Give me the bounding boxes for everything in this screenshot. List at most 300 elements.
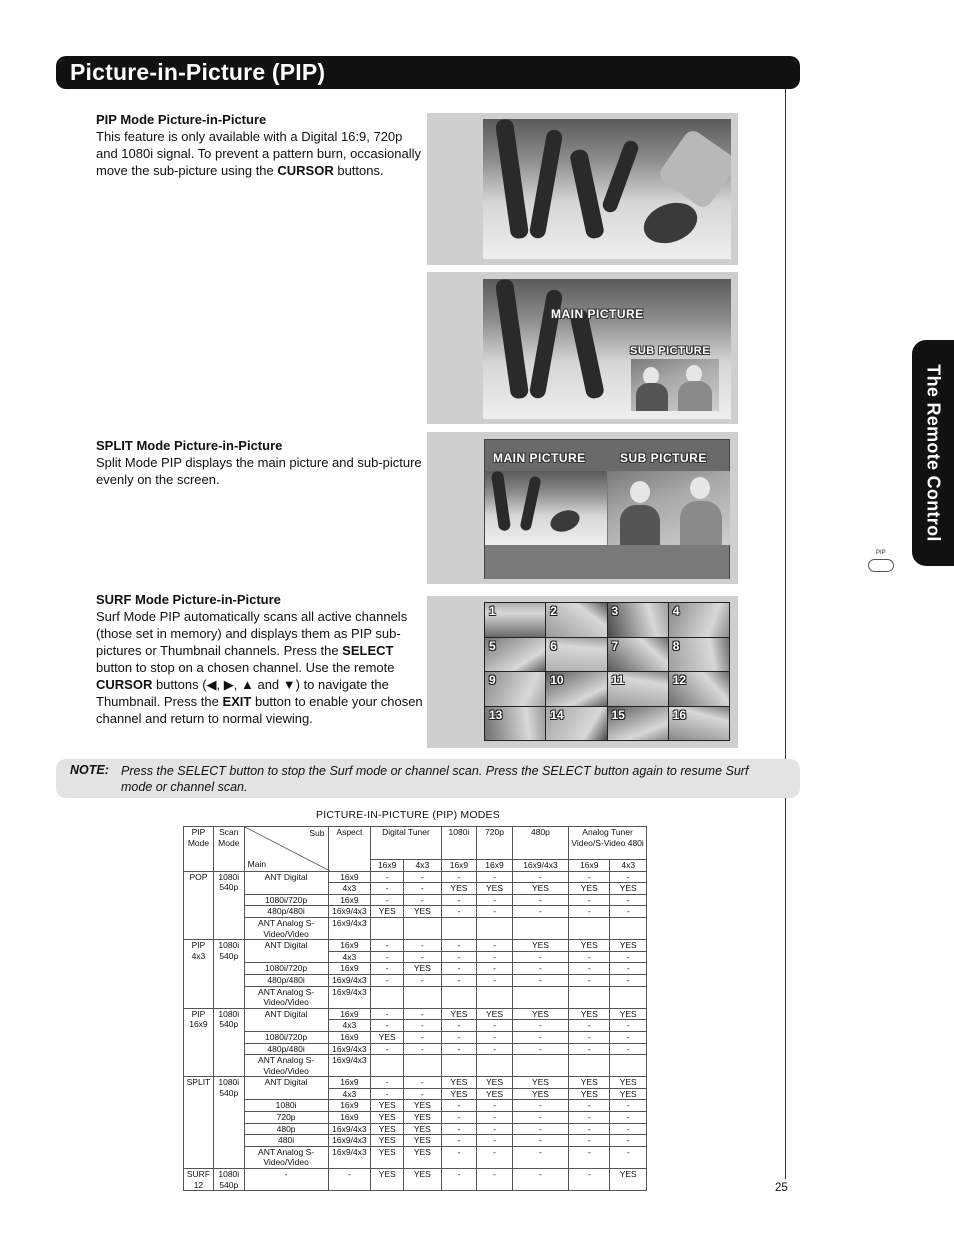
page-title: Picture-in-Picture (PIP) (70, 59, 326, 85)
value-cell: YES (404, 963, 442, 975)
thumbnail-number: 5 (489, 638, 496, 653)
value-cell: - (610, 974, 647, 986)
value-cell: - (569, 1135, 610, 1147)
thumbnail-number: 12 (672, 673, 687, 687)
value-cell: - (569, 894, 610, 906)
main-source-cell: ANT Analog S-Video/Video (244, 986, 328, 1008)
value-cell: - (371, 883, 404, 895)
thumbnail-number: 1 (489, 604, 496, 618)
surf-mode-section (96, 591, 426, 727)
value-cell: - (371, 1020, 404, 1032)
value-cell (441, 917, 477, 939)
value-cell: - (477, 1043, 513, 1055)
main-source-cell: ANT Digital (244, 871, 328, 883)
aspect-cell: 4x3 (328, 1020, 371, 1032)
aspect-cell: 16x9 (328, 1100, 371, 1112)
header-pip-mode: PIP Mode (184, 827, 214, 872)
value-cell (404, 986, 442, 1008)
aspect-cell: 16x9/4x3 (328, 1146, 371, 1168)
header-subcol: 16x9 (441, 860, 477, 872)
main-source-cell: 1080i/720p (244, 963, 328, 975)
header-subcol: 16x9/4x3 (512, 860, 568, 872)
value-cell: YES (477, 883, 513, 895)
header-subcol: 4x3 (404, 860, 442, 872)
value-cell: - (610, 1043, 647, 1055)
value-cell: - (477, 906, 513, 918)
main-source-cell: ANT Digital (244, 1077, 328, 1089)
value-cell: YES (569, 883, 610, 895)
value-cell: - (477, 1100, 513, 1112)
split-mode-section (96, 437, 426, 488)
header-sub-main (244, 827, 328, 872)
value-cell: - (610, 1146, 647, 1168)
value-cell: - (441, 906, 477, 918)
value-cell: - (477, 963, 513, 975)
note-text: Press the SELECT button to stop the Surf mode or channel scan. Press the SELECT button again to resume Surf mode or channel scan. (121, 764, 749, 794)
value-cell: - (371, 1077, 404, 1089)
thumbnail-13 (485, 707, 545, 741)
value-cell: - (610, 1112, 647, 1124)
value-cell: - (371, 871, 404, 883)
main-source-cell: 480p/480i (244, 974, 328, 986)
value-cell: - (512, 1100, 568, 1112)
value-cell: YES (477, 1088, 513, 1100)
value-cell: - (512, 871, 568, 883)
value-cell: - (477, 894, 513, 906)
value-cell: - (477, 1169, 513, 1191)
pip-mode-heading: PIP Mode Picture-in-Picture (96, 112, 267, 127)
main-source-cell: - (244, 1169, 328, 1191)
value-cell: - (610, 1020, 647, 1032)
value-cell: - (569, 871, 610, 883)
value-cell: - (569, 1146, 610, 1168)
thumbnail-number: 7 (611, 638, 619, 653)
main-source-cell (244, 1020, 328, 1032)
scan-mode-cell: 1080i 540p (213, 871, 244, 940)
aspect-cell: 16x9/4x3 (328, 1123, 371, 1135)
thumbnail-2 (546, 603, 606, 637)
value-cell: - (404, 883, 442, 895)
thumbnail-12 (669, 672, 729, 706)
aspect-cell: 4x3 (328, 1088, 371, 1100)
aspect-cell: 16x9/4x3 (328, 1043, 371, 1055)
value-cell (610, 917, 647, 939)
value-cell: - (569, 1123, 610, 1135)
scan-mode-cell: 1080i 540p (213, 1077, 244, 1169)
aspect-cell: 16x9/4x3 (328, 1135, 371, 1147)
thumbnail-14 (546, 707, 606, 741)
thumbnail-10 (546, 672, 606, 706)
value-cell (610, 1055, 647, 1077)
aspect-cell: 16x9/4x3 (328, 986, 371, 1008)
value-cell: YES (371, 1100, 404, 1112)
aspect-cell: 16x9/4x3 (328, 906, 371, 918)
value-cell: - (512, 1146, 568, 1168)
value-cell: - (441, 1043, 477, 1055)
value-cell: - (404, 1077, 442, 1089)
value-cell: YES (404, 1146, 442, 1168)
thumbnail-3 (608, 603, 668, 637)
football-photo-box (427, 113, 738, 265)
value-cell: - (371, 1088, 404, 1100)
thumbnail-7 (608, 638, 668, 672)
thumbnail-number: 11 (611, 673, 625, 687)
value-cell: - (441, 974, 477, 986)
value-cell: - (477, 1146, 513, 1168)
value-cell: YES (371, 1112, 404, 1124)
pip-mode-cell: PIP 16x9 (184, 1008, 214, 1077)
thumbnail-8 (669, 638, 729, 672)
thumbnail-number: 16 (672, 707, 687, 722)
value-cell: YES (569, 1008, 610, 1020)
value-cell: YES (404, 906, 442, 918)
value-cell: - (371, 963, 404, 975)
split-mode-heading: SPLIT Mode Picture-in-Picture (96, 438, 283, 453)
thumbnail-11 (608, 672, 668, 706)
main-source-cell: 1080i (244, 1100, 328, 1112)
aspect-cell: 16x9 (328, 940, 371, 952)
value-cell: - (371, 974, 404, 986)
value-cell: - (512, 1112, 568, 1124)
value-cell: - (512, 906, 568, 918)
value-cell: YES (610, 1169, 647, 1191)
main-picture-label: MAIN PICTURE (551, 307, 644, 321)
value-cell (569, 986, 610, 1008)
value-cell: - (371, 1043, 404, 1055)
thumbnail-number: 2 (550, 604, 557, 618)
thumbnail-number: 9 (489, 673, 496, 687)
value-cell: - (512, 894, 568, 906)
value-cell: - (569, 906, 610, 918)
thumbnail-number: 3 (611, 604, 619, 618)
value-cell: - (512, 1020, 568, 1032)
main-source-cell: ANT Digital (244, 940, 328, 952)
page-number: 25 (775, 1182, 788, 1194)
main-source-cell: ANT Analog S-Video/Video (244, 917, 328, 939)
value-cell: YES (371, 1146, 404, 1168)
value-cell: - (404, 1020, 442, 1032)
value-cell: - (610, 1031, 647, 1043)
value-cell: YES (512, 1008, 568, 1020)
pip-mode-text: This feature is only available with a Digital 16:9, 720p and 1080i signal. To prevent a pattern burn, occasionally move the sub-picture using the CURSOR buttons. (96, 129, 421, 178)
value-cell: - (477, 951, 513, 963)
value-cell (404, 1055, 442, 1077)
thumbnail-number: 6 (550, 638, 557, 653)
value-cell: - (477, 1135, 513, 1147)
value-cell: - (610, 1123, 647, 1135)
header-digital-tuner: Digital Tuner (371, 827, 441, 860)
main-source-cell: 1080i/720p (244, 894, 328, 906)
value-cell: - (610, 951, 647, 963)
value-cell: - (441, 1146, 477, 1168)
value-cell: - (512, 1135, 568, 1147)
scan-mode-cell: 1080i 540p (213, 1169, 244, 1191)
value-cell: - (441, 963, 477, 975)
value-cell: - (404, 951, 442, 963)
value-cell: - (610, 1135, 647, 1147)
value-cell (441, 1055, 477, 1077)
value-cell: YES (512, 1088, 568, 1100)
value-cell: - (477, 940, 513, 952)
main-source-cell (244, 1088, 328, 1100)
main-source-cell: ANT Analog S-Video/Video (244, 1146, 328, 1168)
aspect-cell: 16x9 (328, 894, 371, 906)
main-source-cell (244, 883, 328, 895)
pip-mode-section (96, 111, 426, 179)
value-cell: - (441, 940, 477, 952)
value-cell: - (569, 963, 610, 975)
value-cell: YES (610, 1077, 647, 1089)
aspect-cell: 16x9 (328, 1112, 371, 1124)
value-cell: - (441, 1135, 477, 1147)
value-cell (371, 917, 404, 939)
value-cell: - (610, 963, 647, 975)
thumbnail-number: 14 (550, 707, 564, 722)
split-sub-label: SUB PICTURE (620, 451, 707, 465)
scan-mode-cell: 1080i 540p (213, 940, 244, 1009)
header-main: Main (247, 859, 267, 869)
value-cell: - (404, 974, 442, 986)
header-subcol: 16x9 (477, 860, 513, 872)
value-cell: - (441, 951, 477, 963)
sub-picture-label: SUB PICTURE (630, 345, 711, 357)
pip-sub-picture (631, 359, 719, 411)
value-cell: - (441, 1020, 477, 1032)
aspect-cell: 16x9 (328, 963, 371, 975)
value-cell: YES (371, 1123, 404, 1135)
main-source-cell: 480p/480i (244, 1043, 328, 1055)
value-cell: - (404, 940, 442, 952)
value-cell: - (404, 1043, 442, 1055)
value-cell: - (569, 1020, 610, 1032)
pip-mode-cell: SURF 12 (184, 1169, 214, 1191)
split-main-label: MAIN PICTURE (493, 451, 586, 465)
pip-button-icon (868, 559, 894, 572)
value-cell: - (371, 951, 404, 963)
value-cell (371, 986, 404, 1008)
vertical-rule (785, 89, 786, 1179)
side-tab (912, 340, 954, 566)
value-cell (477, 917, 513, 939)
thumbnail-number: 4 (672, 604, 680, 618)
header-1080i: 1080i (441, 827, 477, 860)
thumbnail-1 (485, 603, 545, 637)
value-cell: YES (569, 940, 610, 952)
value-cell: - (477, 871, 513, 883)
value-cell: YES (404, 1123, 442, 1135)
value-cell: - (610, 906, 647, 918)
header-sub: Sub (309, 828, 325, 838)
value-cell (569, 1055, 610, 1077)
value-cell: YES (610, 883, 647, 895)
value-cell: - (569, 974, 610, 986)
header-subcol: 16x9 (371, 860, 404, 872)
header-720p: 720p (477, 827, 513, 860)
value-cell: YES (477, 1008, 513, 1020)
value-cell: - (512, 1043, 568, 1055)
header-aspect: Aspect (328, 827, 371, 872)
split-sub-picture (608, 471, 730, 545)
value-cell: - (404, 1008, 442, 1020)
thumbnail-6 (546, 638, 606, 672)
aspect-cell: 16x9/4x3 (328, 1055, 371, 1077)
main-source-cell: 1080i/720p (244, 1031, 328, 1043)
note-label: NOTE: (70, 763, 109, 777)
value-cell (512, 986, 568, 1008)
split-screen (484, 439, 730, 579)
pip-mode-cell: SPLIT (184, 1077, 214, 1169)
main-source-cell: 480i (244, 1135, 328, 1147)
header-subcol: 16x9 (569, 860, 610, 872)
value-cell: YES (441, 1088, 477, 1100)
value-cell: - (477, 1123, 513, 1135)
thumbnail-4 (669, 603, 729, 637)
value-cell: - (441, 871, 477, 883)
side-tab-label: The Remote Control (923, 364, 944, 542)
header-480p: 480p (512, 827, 568, 860)
value-cell (477, 1055, 513, 1077)
thumbnail-16 (669, 707, 729, 741)
value-cell: - (441, 1031, 477, 1043)
value-cell: YES (404, 1135, 442, 1147)
scan-mode-cell: 1080i 540p (213, 1008, 244, 1077)
value-cell (610, 986, 647, 1008)
thumbnail-9 (485, 672, 545, 706)
value-cell: - (512, 1031, 568, 1043)
value-cell: - (404, 1088, 442, 1100)
value-cell: - (610, 871, 647, 883)
main-source-cell: 480p/480i (244, 906, 328, 918)
header-analog-tuner: Analog Tuner Video/S-Video 480i (569, 827, 647, 860)
split-photo-box (427, 432, 738, 584)
main-source-cell: ANT Analog S-Video/Video (244, 1055, 328, 1077)
value-cell: - (569, 1031, 610, 1043)
value-cell: - (610, 1100, 647, 1112)
aspect-cell: 16x9 (328, 1008, 371, 1020)
aspect-cell: 16x9 (328, 1077, 371, 1089)
value-cell: - (477, 1020, 513, 1032)
value-cell: YES (441, 883, 477, 895)
main-source-cell: 480p (244, 1123, 328, 1135)
aspect-cell: 16x9/4x3 (328, 917, 371, 939)
value-cell: - (477, 974, 513, 986)
main-source-cell: 720p (244, 1112, 328, 1124)
value-cell (371, 1055, 404, 1077)
thumbnail-15 (608, 707, 668, 741)
value-cell: - (441, 894, 477, 906)
value-cell: YES (610, 1088, 647, 1100)
value-cell: - (569, 1100, 610, 1112)
value-cell: YES (404, 1112, 442, 1124)
value-cell: - (512, 1123, 568, 1135)
value-cell: YES (610, 940, 647, 952)
pip-mode-cell: PIP 4x3 (184, 940, 214, 1009)
value-cell: - (441, 1123, 477, 1135)
value-cell: - (477, 1031, 513, 1043)
value-cell: YES (404, 1169, 442, 1191)
value-cell: - (512, 951, 568, 963)
value-cell: YES (512, 1077, 568, 1089)
value-cell: - (441, 1169, 477, 1191)
value-cell: YES (569, 1077, 610, 1089)
thumbnail-number: 15 (611, 707, 625, 722)
football-photo (483, 119, 731, 259)
split-mode-text: Split Mode PIP displays the main picture and sub-picture evenly on the screen. (96, 455, 422, 487)
main-source-cell (244, 951, 328, 963)
value-cell: YES (512, 883, 568, 895)
value-cell: YES (371, 1135, 404, 1147)
value-cell: YES (569, 1088, 610, 1100)
pip-main-picture (483, 279, 731, 419)
value-cell: - (569, 951, 610, 963)
value-cell (404, 917, 442, 939)
value-cell: YES (610, 1008, 647, 1020)
value-cell (512, 1055, 568, 1077)
value-cell (477, 986, 513, 1008)
pip-mode-cell: POP (184, 871, 214, 940)
value-cell: - (441, 1112, 477, 1124)
value-cell: - (404, 871, 442, 883)
surf-mode-text: Surf Mode PIP automatically scans all active channels (those set in memory) and displays them as PIP sub-pictures or Thumbnail channels. Press the SELECT button to stop on a chosen channel. Use the remote CURSOR buttons (◀, ▶, ▲ and ▼) to navigate the Thumbnail. Press the EXIT button to enable your chosen channel and return to normal viewing. (96, 609, 423, 726)
aspect-cell: 16x9/4x3 (328, 974, 371, 986)
thumbnail-grid (484, 602, 730, 741)
value-cell: - (371, 940, 404, 952)
value-cell (441, 986, 477, 1008)
value-cell: YES (441, 1008, 477, 1020)
pip-button-label: PIP (876, 550, 886, 556)
value-cell: - (512, 1169, 568, 1191)
aspect-cell: 16x9 (328, 1031, 371, 1043)
value-cell: YES (371, 1031, 404, 1043)
value-cell: - (569, 1169, 610, 1191)
value-cell: - (404, 1031, 442, 1043)
value-cell: YES (477, 1077, 513, 1089)
value-cell: YES (371, 1169, 404, 1191)
value-cell: YES (512, 940, 568, 952)
value-cell: - (441, 1100, 477, 1112)
main-source-cell: ANT Digital (244, 1008, 328, 1020)
page-title-bar (56, 56, 800, 89)
value-cell (569, 917, 610, 939)
pip-photo-box (427, 272, 886, 556)
split-main-picture (485, 471, 607, 545)
value-cell: - (610, 894, 647, 906)
aspect-cell: 4x3 (328, 951, 371, 963)
value-cell: - (512, 974, 568, 986)
value-cell (512, 917, 568, 939)
aspect-cell: 16x9 (328, 871, 371, 883)
value-cell: - (569, 1043, 610, 1055)
table-caption: PICTURE-IN-PICTURE (PIP) MODES (316, 809, 500, 821)
value-cell: - (512, 963, 568, 975)
surf-mode-heading: SURF Mode Picture-in-Picture (96, 592, 281, 607)
header-scan-mode: Scan Mode (213, 827, 244, 872)
value-cell: YES (441, 1077, 477, 1089)
value-cell: - (477, 1112, 513, 1124)
thumbnail-5 (485, 638, 545, 672)
pip-modes-table (183, 826, 647, 1191)
value-cell: - (404, 894, 442, 906)
value-cell: YES (404, 1100, 442, 1112)
thumbnail-number: 13 (489, 707, 503, 722)
value-cell: YES (371, 906, 404, 918)
value-cell: - (371, 1008, 404, 1020)
aspect-cell: 4x3 (328, 883, 371, 895)
value-cell: - (569, 1112, 610, 1124)
thumbnail-number: 8 (672, 638, 680, 653)
aspect-cell: - (328, 1169, 371, 1191)
thumbnail-number: 10 (550, 673, 564, 687)
